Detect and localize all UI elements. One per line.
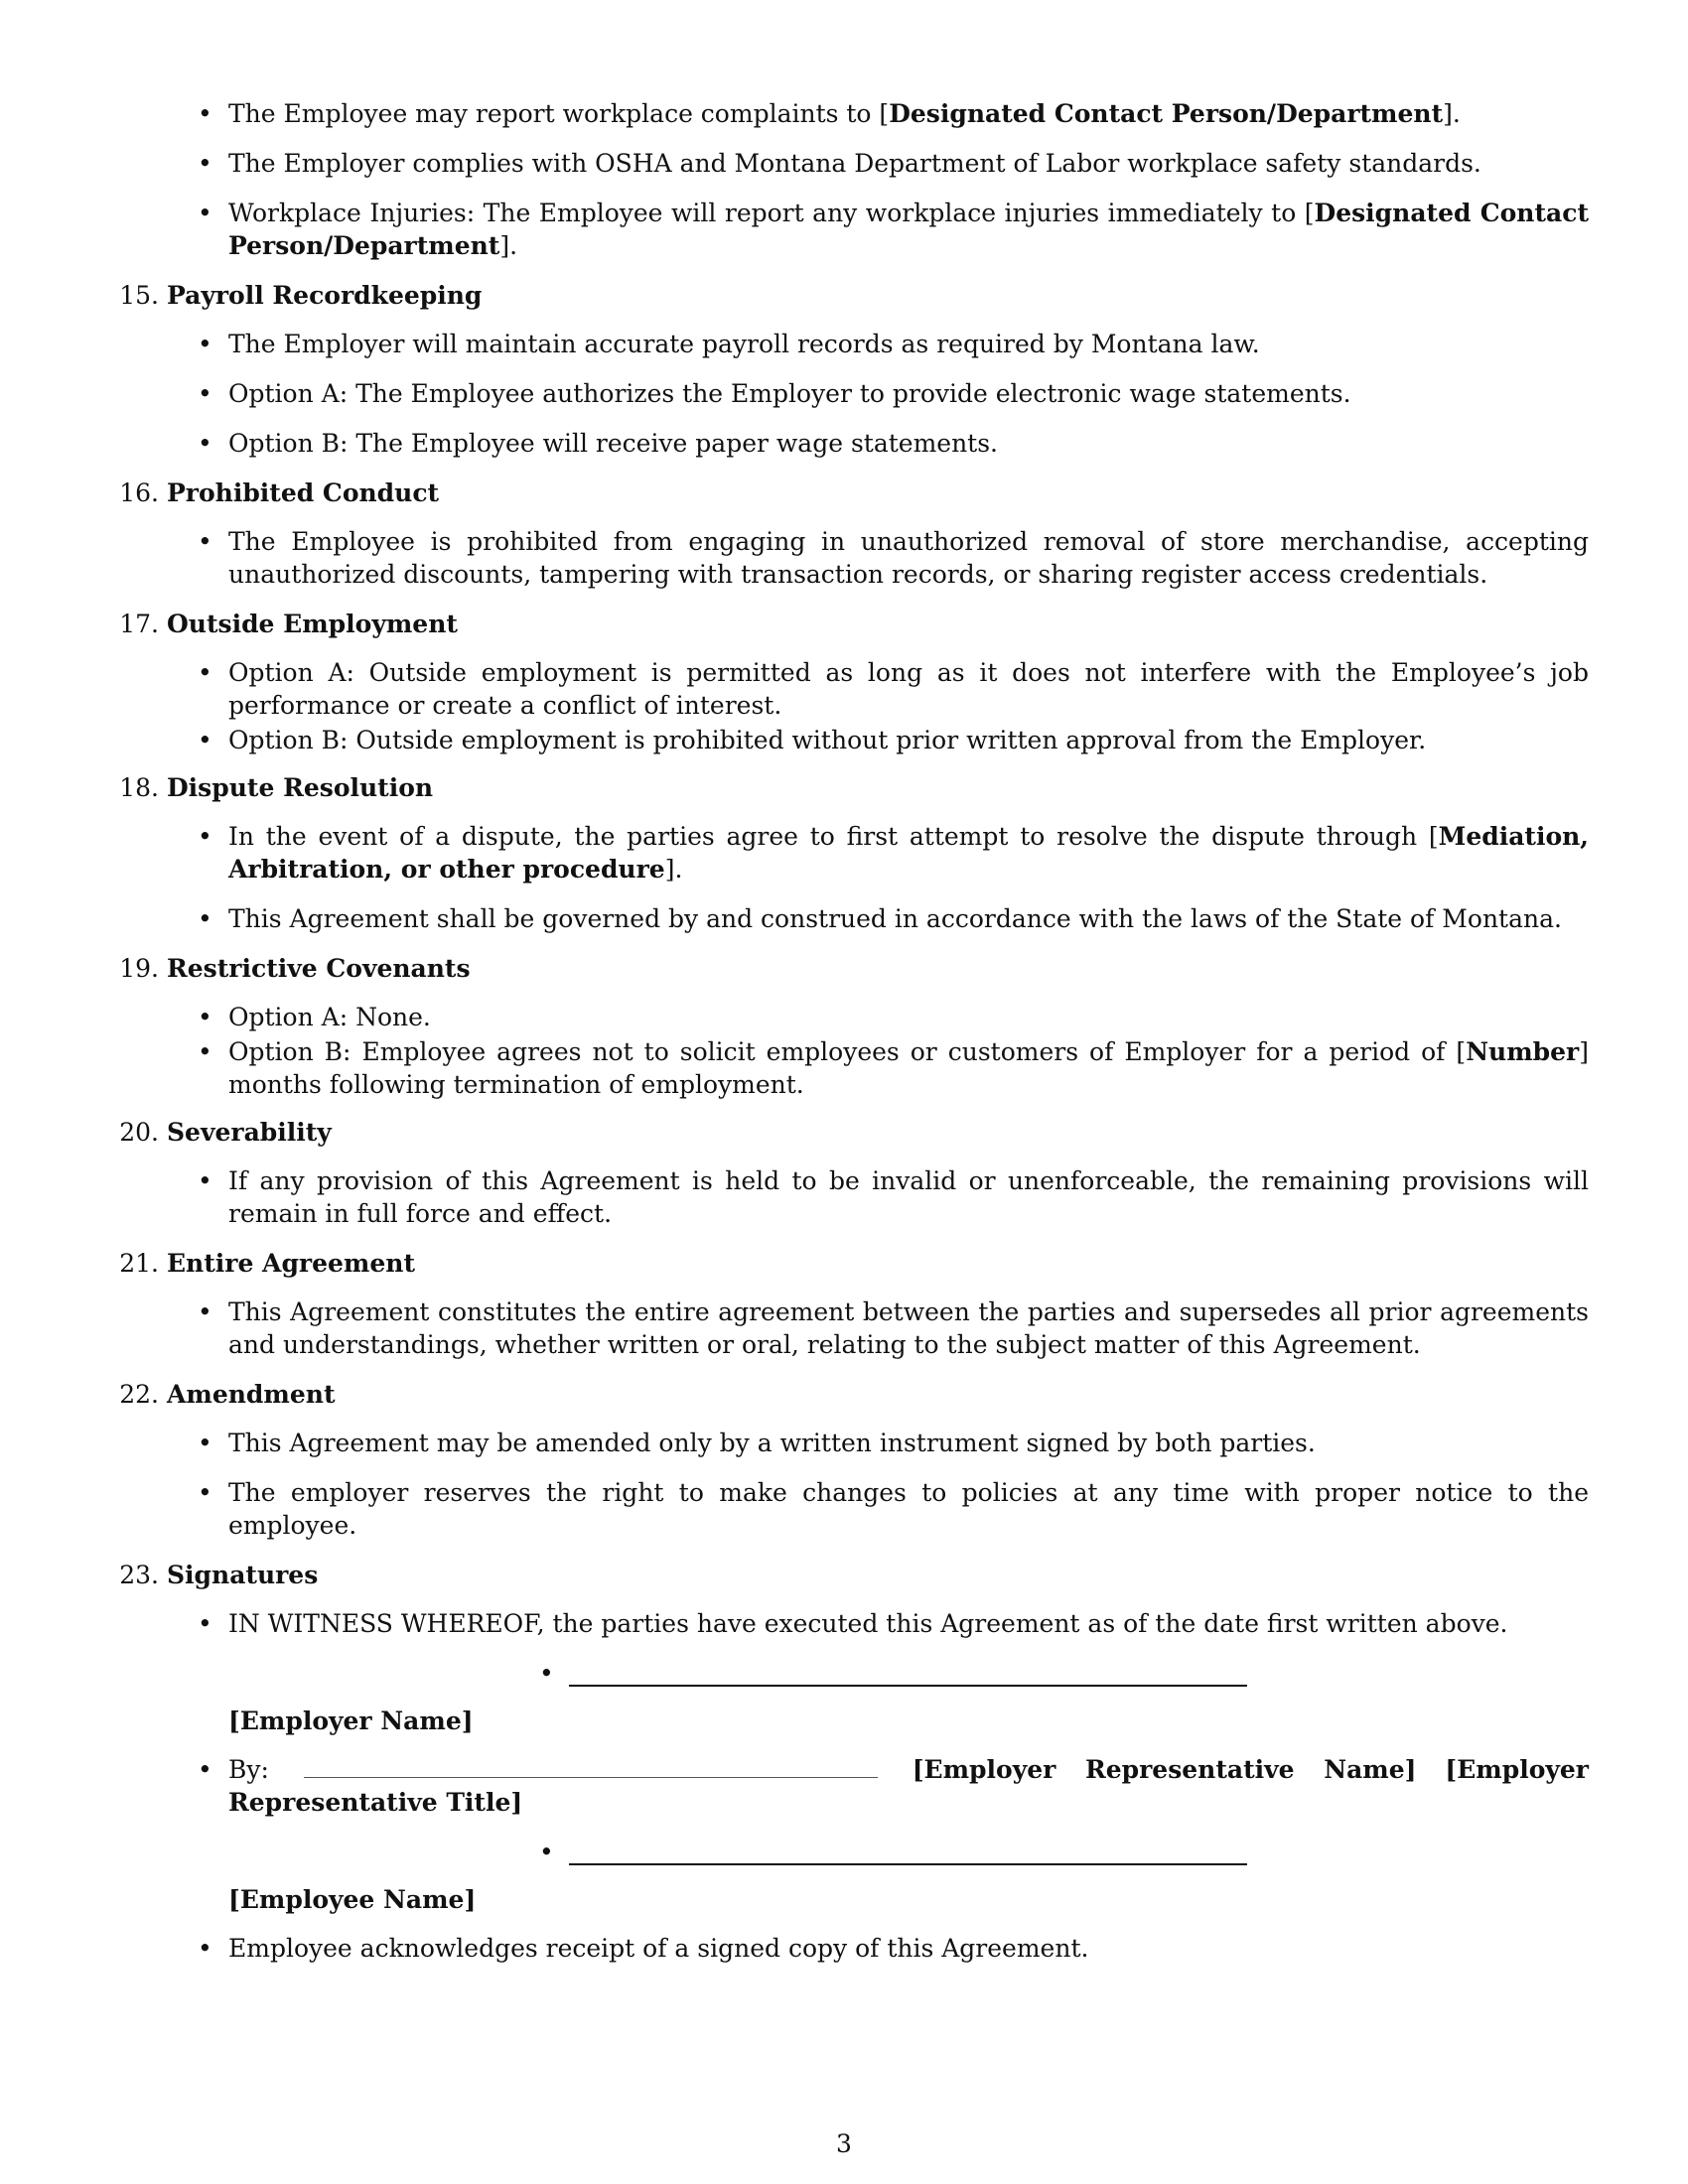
item-text-end: ] months following termination of employment. [228,1037,1589,1099]
by-label: By: [228,1755,269,1784]
section-title: Signatures [167,1561,319,1589]
section-number: 16. [119,478,159,507]
acknowledgment-list [167,1932,1589,1965]
section-list [167,1427,1589,1542]
section-heading [119,952,1589,985]
section-heading [119,608,1589,640]
placeholder-field: Designated Contact Person/Department [228,199,1589,260]
item-text: Option B: The Employee will receive paper wage statements. [228,429,998,458]
section-heading [119,1116,1589,1149]
section-title: Restrictive Covenants [167,954,471,983]
list-item [167,902,1589,935]
item-text-end: ]. [664,855,683,884]
bullet: • [539,1659,554,1688]
section-list [167,1001,1589,1101]
item-text: Option B: Outside employment is prohibited without prior written approval from the Employer. [228,726,1427,754]
section-heading [119,279,1589,312]
item-text: Workplace Injuries: The Employee will report any workplace injuries immediately to [ [228,199,1315,227]
employee-signature-row [167,1836,1589,1873]
section-number: 22. [119,1380,159,1409]
section-list [167,328,1589,460]
list-item [167,328,1589,360]
placeholder-field: Mediation, Arbitration, or other procedure [228,822,1589,884]
item-text-end: ]. [1443,99,1461,128]
representative-line: • By: [Employer Representative Name] [Employer Representative Title] [167,1753,1589,1819]
list-item [167,656,1589,722]
employee-name: Employee Name [239,1885,465,1914]
numbered-sections [119,279,1589,1542]
section-number: 15. [119,281,159,310]
section-signatures [119,1559,1589,1591]
item-text: This Agreement may be amended only by a written instrument signed by both parties. [228,1429,1316,1457]
employer-name-label: [Employer Name] [228,1706,474,1735]
item-text: If any provision of this Agreement is held to be invalid or unenforceable, the remaining provisions will remain in full force and effect. [228,1166,1589,1228]
employer-signature-row [167,1657,1589,1695]
section-heading [119,1247,1589,1280]
list-item [167,147,1589,180]
witness-clause: • IN WITNESS WHEREOF, the parties have executed this Agreement as of the date first written above. [167,1607,1589,1640]
list-item [167,377,1589,410]
section-title: Severability [167,1118,332,1147]
bullet: • [539,1838,554,1866]
section-title: Amendment [167,1380,336,1409]
employer-signature-line[interactable] [569,1685,1247,1687]
signatures-list [167,1607,1589,1640]
placeholder-field: Designated Contact Person/Department [889,99,1444,128]
section-title: Prohibited Conduct [167,478,440,507]
section-heading [119,1378,1589,1411]
section-title: Dispute Resolution [167,773,434,802]
item-text: The employer reserves the right to make changes to policies at any time with proper notice to the employee. [228,1478,1589,1540]
section-heading [119,477,1589,509]
section-heading [119,771,1589,804]
list-item [167,427,1589,460]
item-text: The Employer will maintain accurate payroll records as required by Montana law. [228,330,1260,358]
employee-name-label: [Employee Name] [228,1885,477,1914]
item-text-end: ]. [499,231,518,260]
representative-signature-line[interactable] [304,1753,878,1778]
section-list [167,525,1589,591]
list-item [167,1476,1589,1542]
section-number: 18. [119,773,159,802]
list-item [167,1001,1589,1033]
item-text: The Employee may report workplace complaints to [ [228,99,890,128]
list-item [167,97,1589,130]
list-item [167,525,1589,591]
item-text: The Employer complies with OSHA and Montana Department of Labor workplace safety standards. [228,149,1481,178]
section-list [167,1296,1589,1361]
item-text: Option A: Outside employment is permitted as long as it does not interfere with the Employee’s job performance or create a conflict of interest. [228,658,1589,720]
section-title: Outside Employment [167,610,458,638]
item-text: Option A: The Employee authorizes the Employer to provide electronic wage statements. [228,379,1351,408]
list-item [167,197,1589,262]
section-number: 20. [119,1118,159,1147]
section-list [167,656,1589,756]
representative-title: Employer Representative Title [228,1755,1589,1817]
list-item [167,1427,1589,1459]
item-text: In the event of a dispute, the parties agree to first attempt to resolve the dispute through [ [228,822,1439,851]
placeholder-field: Number [1466,1037,1580,1066]
list-item [167,1035,1589,1101]
representative-name: Employer Representative Name [923,1755,1405,1784]
item-text: The Employee is prohibited from engaging in unauthorized removal of store merchandise, accepting unauthorized discounts, tampering with transaction records, or sharing register access credentials. [228,527,1589,589]
item-text: Option A: None. [228,1003,431,1031]
list-item [167,1296,1589,1361]
document-body [119,97,1589,1981]
item-text: Option B: Employee agrees not to solicit employees or customers of Employer for a period of [ [228,1037,1467,1066]
item-text: This Agreement constitutes the entire agreement between the parties and supersedes all prior agreements and understandings, whether written or oral, relating to the subject matter of this Agreement. [228,1297,1589,1359]
by-list [167,1753,1589,1819]
section-number: 21. [119,1249,159,1278]
employee-signature-line[interactable] [569,1863,1247,1865]
list-item [167,724,1589,756]
section-list [167,1164,1589,1230]
section-number: 23. [119,1561,159,1589]
employer-name: Employer Name [239,1706,462,1735]
section-list [167,820,1589,935]
page-number: 3 [836,2129,852,2158]
list-item [167,1164,1589,1230]
list-item [167,820,1589,886]
section-number: 17. [119,610,159,638]
section-title: Payroll Recordkeeping [167,281,483,310]
item-text: This Agreement shall be governed by and construed in accordance with the laws of the State of Montana. [228,904,1562,933]
intro-list [167,97,1589,262]
section-number: 19. [119,954,159,983]
acknowledgment: • Employee acknowledges receipt of a signed copy of this Agreement. [167,1932,1589,1965]
section-title: Entire Agreement [167,1249,415,1278]
